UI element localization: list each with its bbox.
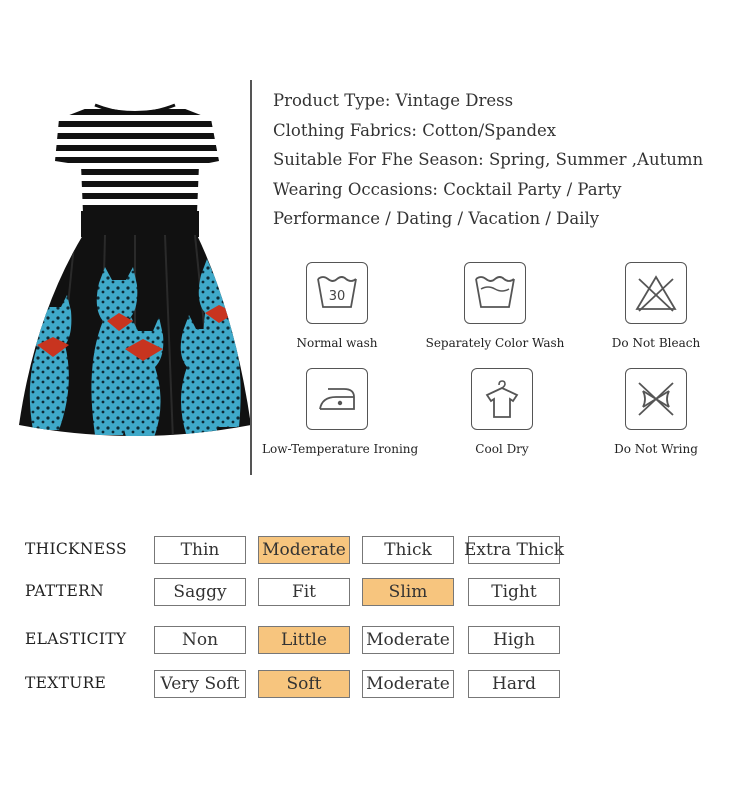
printed-skirt <box>15 230 255 440</box>
care-label: Normal wash <box>296 336 378 350</box>
care-normal-wash <box>262 262 412 350</box>
care-no-bleach <box>581 262 731 350</box>
striped-top <box>45 100 225 220</box>
option-cell: Extra Thick <box>468 536 560 564</box>
option-cell: Moderate <box>362 670 454 698</box>
wash-tub-30-icon <box>306 262 368 324</box>
option-cell-selected: Little <box>258 626 350 654</box>
option-cell: Very Soft <box>154 670 246 698</box>
iron-low-icon <box>306 368 368 430</box>
spec-occasions-cont: Performance / Dating / Vacation / Daily <box>273 209 600 228</box>
attribute-label-pattern: PATTERN <box>25 582 104 600</box>
care-label: Do Not Bleach <box>611 336 701 350</box>
option-cell: Fit <box>258 578 350 606</box>
option-cell-selected: Moderate <box>258 536 350 564</box>
care-label: Low-Temperature Ironing <box>262 442 419 456</box>
option-cell: Thick <box>362 536 454 564</box>
no-bleach-icon <box>625 262 687 324</box>
care-low-temp-ironing <box>262 368 419 456</box>
option-cell: High <box>468 626 560 654</box>
option-cell: Moderate <box>362 626 454 654</box>
waistband <box>81 211 199 237</box>
svg-text:30: 30 <box>328 289 346 304</box>
option-cell: Saggy <box>154 578 246 606</box>
care-separate-color-wash <box>420 262 570 350</box>
vertical-divider <box>250 80 252 475</box>
shirt-hanger-icon <box>471 368 533 430</box>
spec-season: Suitable For Fhe Season: Spring, Summer ,Autumn <box>273 150 704 169</box>
wash-tub-icon <box>464 262 526 324</box>
spec-product-type: Product Type: Vintage Dress <box>273 91 514 110</box>
option-cell-selected: Slim <box>362 578 454 606</box>
attribute-label-thickness: THICKNESS <box>25 540 127 558</box>
option-cell-selected: Soft <box>258 670 350 698</box>
spec-occasions: Wearing Occasions: Cocktail Party / Party <box>273 179 622 199</box>
care-cool-dry <box>427 368 577 456</box>
option-cell: Hard <box>468 670 560 698</box>
attribute-label-texture: TEXTURE <box>25 674 107 692</box>
care-label: Do Not Wring <box>614 442 698 456</box>
option-cell: Non <box>154 626 246 654</box>
option-cell: Thin <box>154 536 246 564</box>
option-cell: Tight <box>468 578 560 606</box>
care-label: Separately Color Wash <box>425 336 565 350</box>
attribute-label-elasticity: ELASTICITY <box>25 630 127 648</box>
dress-product-image <box>15 95 255 440</box>
no-wring-icon <box>625 368 687 430</box>
care-label: Cool Dry <box>475 442 529 456</box>
care-no-wring <box>581 368 731 456</box>
product-spec-list <box>273 86 703 234</box>
spec-fabrics: Clothing Fabrics: Cotton/Spandex <box>273 120 557 140</box>
